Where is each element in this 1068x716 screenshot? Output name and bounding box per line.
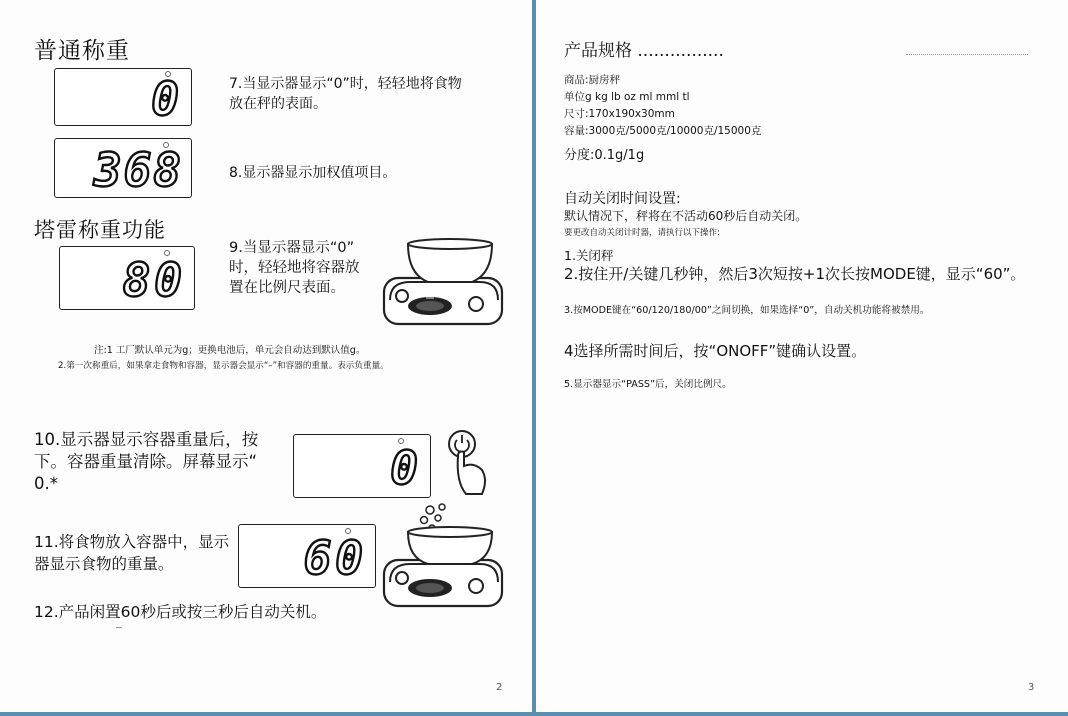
- right-page: [536, 0, 1068, 712]
- lcd-display-zero: [54, 68, 192, 126]
- section-title-normal-weighing: 普通称重: [34, 38, 130, 64]
- falling-food-scale-icon: [380, 502, 510, 612]
- kitchen-scale-with-bowl-icon: [380, 238, 510, 330]
- auto-off-change-instructions: 要更改自动关闭计时器，请执行以下操作:: [564, 228, 720, 238]
- step-10-line-2: 下。容器重量清除。屏幕显示“: [34, 452, 258, 471]
- lcd-display-368: [54, 138, 192, 198]
- step-9-line-2: 时，轻轻地将容器放: [229, 260, 360, 276]
- auto-off-step-5: 5.显示器显示“PASS”后，关闭比例尺。: [564, 379, 732, 390]
- spec-list: [564, 72, 761, 140]
- step-9-text: [229, 238, 360, 298]
- auto-off-step-2: 2.按住开/关键几秒钟，然后3次短按+1次长按MODE键，显示“60”。: [564, 265, 1026, 283]
- auto-off-step-1: 1.关闭秤: [564, 248, 614, 263]
- spec-size: 尺寸:170x190x30mm: [564, 108, 675, 120]
- auto-off-step-3: 3.按MODE键在“60/120/180/00”之间切换，如果选择“0”，自动关机功能将被禁用。: [564, 305, 930, 316]
- step-10-text: [34, 429, 258, 495]
- step-7-line-1: 7.当显示器显示“0”时，轻轻地将食物: [229, 76, 462, 92]
- note-1: 注:1 工厂默认单元为g；更换电池后，单元会自动达到默认值g。: [94, 345, 366, 356]
- step-9-line-3: 置在比例尺表面。: [229, 280, 345, 296]
- step-8-text: 8.显示器显示加权值项目。: [229, 165, 397, 181]
- step-11-line-1: 11.将食物放入容器中，显示: [34, 533, 230, 551]
- lcd-digits: 80: [122, 253, 186, 307]
- step-10-line-1: 10.显示器显示容器重量后，按: [34, 430, 259, 449]
- left-page: [0, 0, 532, 712]
- page-number-left: 2: [496, 682, 503, 693]
- lcd-digits: 368: [93, 143, 183, 197]
- spec-division: 分度:0.1g/1g: [564, 148, 645, 163]
- divider-mark: [116, 627, 122, 628]
- lcd-display-zero-tare: [293, 434, 431, 498]
- dotted-leader-line: [906, 54, 1028, 55]
- auto-off-title: 自动关闭时间设置:: [564, 191, 681, 207]
- spec-capacity: 容量:3000克/5000克/10000克/15000克: [564, 125, 762, 137]
- lcd-display-60: [238, 524, 376, 588]
- product-spec-title: 产品规格 ................: [564, 41, 724, 61]
- page-number-right: 3: [1028, 682, 1035, 693]
- spec-product: 商品:厨房秤: [564, 74, 621, 86]
- step-10-line-3: 0.*: [34, 474, 58, 493]
- auto-off-description: 默认情况下，秤将在不活动60秒后自动关闭。: [564, 209, 808, 223]
- step-9-line-1: 9.当显示器显示“0”: [229, 240, 355, 256]
- lcd-digits: 0: [151, 72, 183, 126]
- lcd-digits: 0: [390, 441, 422, 495]
- lcd-digits: 60: [303, 531, 367, 585]
- auto-off-step-4: 4选择所需时间后，按“ONOFF”键确认设置。: [564, 342, 867, 360]
- step-7-text: [229, 74, 462, 114]
- section-title-tare-function: 塔雷称重功能: [34, 218, 166, 242]
- lcd-display-80: [59, 246, 195, 310]
- step-12-text: 12.产品闲置60秒后或按三秒后自动关机。: [34, 603, 327, 621]
- step-11-text: [34, 531, 229, 575]
- step-7-line-2: 放在秤的表面。: [229, 96, 327, 112]
- spec-units: 单位g kg lb oz ml mml tl: [564, 91, 690, 103]
- step-11-line-2: 器显示食物的重量。: [34, 555, 174, 573]
- power-button-press-icon: [444, 426, 494, 498]
- note-2: 2.第一次称重后，如果拿走食物和容器，显示器会显示“–”和容器的重量。表示负重量。: [58, 361, 389, 371]
